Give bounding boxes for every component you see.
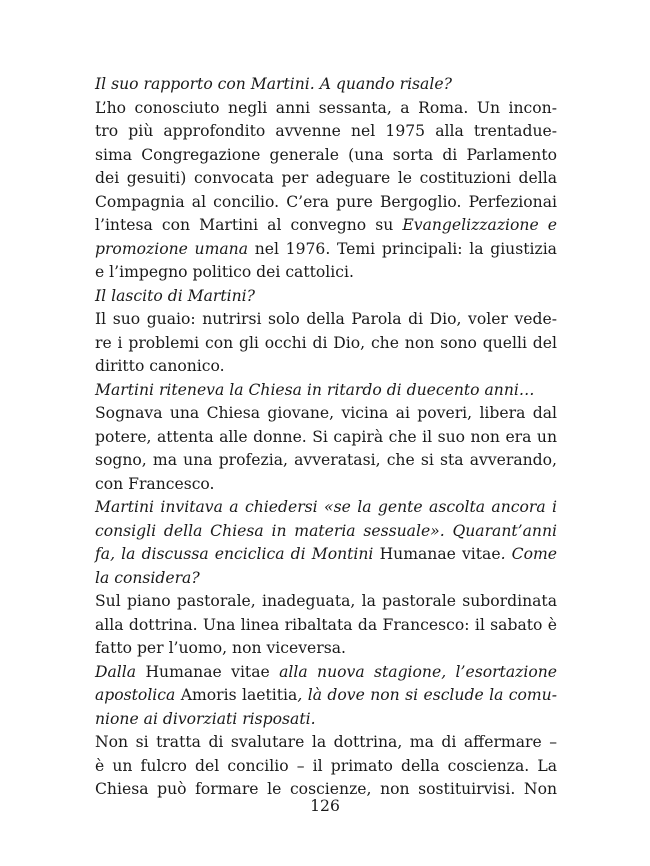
italic-text-run: nione ai divorziati risposati. bbox=[95, 709, 316, 728]
roman-text-run: e l’impegno politico dei cattolici. bbox=[95, 263, 354, 281]
text-line bbox=[95, 755, 557, 779]
text-line bbox=[95, 308, 557, 332]
text-line bbox=[95, 214, 557, 238]
text-line bbox=[95, 120, 557, 144]
page-number: 126 bbox=[310, 797, 340, 815]
roman-text-run: alla dottrina. Una linea ribaltata da Francesco: il sabato è bbox=[95, 615, 557, 634]
interview-question bbox=[95, 285, 557, 309]
roman-text-run: Sul piano pastorale, inadeguata, la pastorale subordinata bbox=[95, 592, 557, 610]
italic-text-run: consigli della Chiesa in materia sessuale». Quarant’anni bbox=[95, 521, 557, 540]
text-line bbox=[95, 496, 557, 520]
text-line bbox=[95, 402, 557, 426]
italic-text-run: , là dove non si esclude la comu- bbox=[297, 686, 557, 704]
interview-question bbox=[95, 379, 557, 403]
roman-text-run: Humanae vitae bbox=[145, 662, 270, 681]
text-line bbox=[95, 614, 557, 638]
interview-question bbox=[95, 73, 557, 97]
italic-text-run: Martini invitava a chiedersi «se la gente ascolta ancora i bbox=[95, 498, 557, 516]
roman-text-run: è un fulcro del concilio – il primato della coscienza. La bbox=[95, 756, 557, 775]
interview-answer bbox=[95, 97, 557, 285]
interview-question bbox=[95, 496, 557, 590]
interview-answer bbox=[95, 731, 557, 802]
text-line bbox=[95, 261, 557, 285]
text-line bbox=[95, 661, 557, 685]
text-line bbox=[95, 637, 557, 661]
text-line bbox=[95, 684, 557, 708]
interview-answer bbox=[95, 308, 557, 379]
roman-text-run: tro più approfondito avvenne nel 1975 alla trentadue- bbox=[95, 122, 557, 140]
text-line bbox=[95, 731, 557, 755]
text-line bbox=[95, 332, 557, 356]
italic-text-run: promozione umana bbox=[95, 239, 249, 258]
roman-text-run: dei gesuiti) convocata per adeguare le costituzioni della bbox=[95, 169, 557, 187]
text-line bbox=[95, 379, 557, 403]
italic-text-run: Il suo rapporto con Martini. A quando risale? bbox=[95, 75, 452, 93]
roman-text-run: l’intesa con Martini al convegno su bbox=[95, 216, 403, 234]
roman-text-run: nel 1976. Temi principali: la giustizia bbox=[248, 239, 557, 258]
italic-text-run: Martini riteneva la Chiesa in ritardo di duecento anni… bbox=[95, 380, 535, 399]
text-line bbox=[95, 191, 557, 215]
roman-text-run: sima Congregazione generale (una sorta di Parlamento bbox=[95, 145, 557, 164]
roman-text-run: fatto per l’uomo, non viceversa. bbox=[95, 639, 346, 657]
roman-text-run: L’ho conosciuto negli anni sessanta, a Roma. Un incon- bbox=[95, 98, 557, 117]
text-line bbox=[95, 144, 557, 168]
roman-text-run: Amoris laetitia bbox=[180, 686, 298, 704]
text-line bbox=[95, 426, 557, 450]
text-line bbox=[95, 590, 557, 614]
italic-text-run: alla nuova stagione, l’esortazione bbox=[269, 662, 557, 681]
interview-text bbox=[95, 73, 557, 802]
text-line bbox=[95, 285, 557, 309]
text-line bbox=[95, 567, 557, 591]
italic-text-run: Il lascito di Martini? bbox=[95, 286, 256, 305]
roman-text-run: con Francesco. bbox=[95, 474, 215, 493]
roman-text-run: Sognava una Chiesa giovane, vicina ai poveri, libera dal bbox=[95, 404, 557, 422]
italic-text-run: fa, la discussa enciclica di Montini bbox=[95, 545, 380, 563]
interview-answer bbox=[95, 590, 557, 661]
text-line bbox=[95, 97, 557, 121]
italic-text-run: Dalla bbox=[95, 662, 146, 681]
roman-text-run: re i problemi con gli occhi di Dio, che non sono quelli del bbox=[95, 333, 557, 352]
roman-text-run: Il suo guaio: nutrirsi solo della Parola di Dio, voler vede- bbox=[95, 310, 557, 328]
roman-text-run: Chiesa può formare le coscienze, non sostituirvisi. Non bbox=[95, 780, 557, 798]
roman-text-run: Non si tratta di svalutare la dottrina, ma di affermare – bbox=[95, 733, 557, 751]
roman-text-run: diritto canonico. bbox=[95, 357, 225, 375]
text-line bbox=[95, 449, 557, 473]
roman-text-run: sogno, ma una profezia, avveratasi, che si sta avverando, bbox=[95, 451, 557, 469]
italic-text-run: la considera? bbox=[95, 568, 200, 587]
book-page bbox=[95, 73, 558, 798]
interview-question bbox=[95, 661, 557, 732]
italic-text-run: Evangelizzazione e bbox=[402, 216, 557, 234]
text-line bbox=[95, 543, 557, 567]
roman-text-run: potere, attenta alle donne. Si capirà che il suo non era un bbox=[95, 427, 557, 446]
roman-text-run: Compagnia al concilio. C’era pure Bergoglio. Perfezionai bbox=[95, 192, 557, 211]
interview-answer bbox=[95, 402, 557, 496]
text-line bbox=[95, 520, 557, 544]
text-line bbox=[95, 238, 557, 262]
text-line bbox=[95, 73, 557, 97]
text-line bbox=[95, 167, 557, 191]
text-line bbox=[95, 473, 557, 497]
italic-text-run: apostolica bbox=[95, 686, 181, 704]
text-line bbox=[95, 355, 557, 379]
roman-text-run: Humanae vitae bbox=[379, 545, 501, 563]
text-line bbox=[95, 708, 557, 732]
italic-text-run: . Come bbox=[500, 545, 558, 563]
